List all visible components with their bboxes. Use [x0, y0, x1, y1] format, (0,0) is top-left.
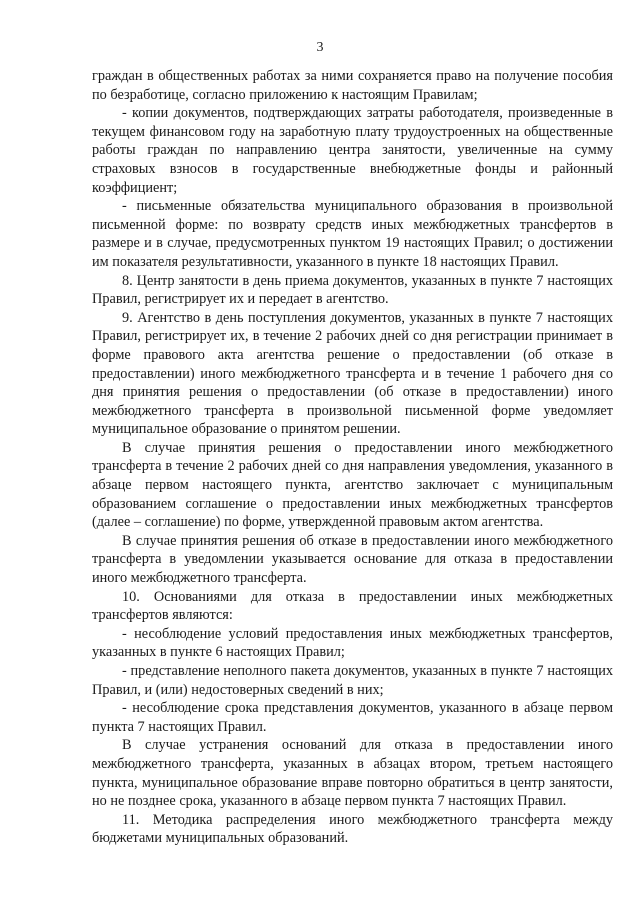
paragraph-grant-decision: В случае принятия решения о предоставлении иного межбюджетного трансферта в течение 2 рабочих дней со дня направления уведомления, указанного в абзаце первом настоящего пункта, агентство заключает с муниципальным образованием соглашение о предоставлении иных межбюджетных трансфертов (далее – соглашение) по форме, утвержденной правовым актом агентства. [92, 439, 613, 531]
paragraph-refusal-ground-3: - несоблюдение срока представления документов, указанного в абзаце первом пункта 7 настоящих Правил. [92, 700, 613, 735]
paragraph-clause-11: 11. Методика распределения иного межбюджетного трансферта между бюджетами муниципальных образований. [92, 811, 613, 847]
paragraph-refusal-decision: В случае принятия решения об отказе в предоставлении иного межбюджетного трансферта в уведомлении указывается основание для отказа в предоставлении иного межбюджетного трансферта. [92, 532, 613, 587]
paragraph-reapplication: В случае устранения оснований для отказа в предоставлении иного межбюджетного трансферта, указанных в абзацах втором, третьем настоящего пункта, муниципальное образование вправе повторно обратиться в центр занятости, но не позднее срока, указанного в абзаце первом пункта 7 настоящих Правил. [92, 737, 613, 810]
paragraph-refusal-ground-2: - представление неполного пакета документов, указанных в пункте 7 настоящих Правил, и (или) недостоверных сведений в них; [92, 663, 613, 698]
paragraph-continuation: граждан в общественных работах за ними сохраняется право на получение пособия по безработице, согласно приложению к настоящим Правилам; [92, 68, 613, 103]
page-number: 3 [316, 40, 324, 55]
paragraph-refusal-ground-1: - несоблюдение условий предоставления иных межбюджетных трансфертов, указанных в пункте 6 настоящих Правил; [92, 625, 613, 661]
paragraph-clause-10: 10. Основаниями для отказа в предоставлении иных межбюджетных трансфертов являются: [92, 588, 613, 624]
paragraph-written-obligations: - письменные обязательства муниципального образования в произвольной письменной форме: по возврату средств иных межбюджетных трансфертов в размере и в случае, предусмотренных пунктом 19 настоящих Правил; о достижении им показателя результативности, указанного в пункте 18 настоящих Правил. [92, 198, 613, 270]
paragraph-clause-8: 8. Центр занятости в день приема документов, указанных в пункте 7 настоящих Правил, регистрирует их и передает в агентство. [92, 272, 613, 308]
paragraph-expense-copies: - копии документов, подтверждающих затраты работодателя, произведенные в текущем финансовом году на заработную плату трудоустроенных на общественные работы граждан по направлению центра занятости, увеличенные на сумму страховых взносов в государственные внебюджетные фонды и районный коэффициент; [92, 105, 613, 196]
document-body [92, 67, 613, 848]
paragraph-clause-9: 9. Агентство в день поступления документов, указанных в пункте 7 настоящих Правил, регистрирует их, в течение 2 рабочих дней со дня регистрации принимает в форме правового акта агентства решение о предоставлении (об отказе в предоставлении) иного межбюджетного трансферта и в течение 1 рабочего дня со дня принятия решения о предоставлении (об отказе в предоставлении) иного межбюджетного трансферта в произвольной письменной форме уведомляет муниципальное образование о принятом решении. [92, 309, 613, 438]
